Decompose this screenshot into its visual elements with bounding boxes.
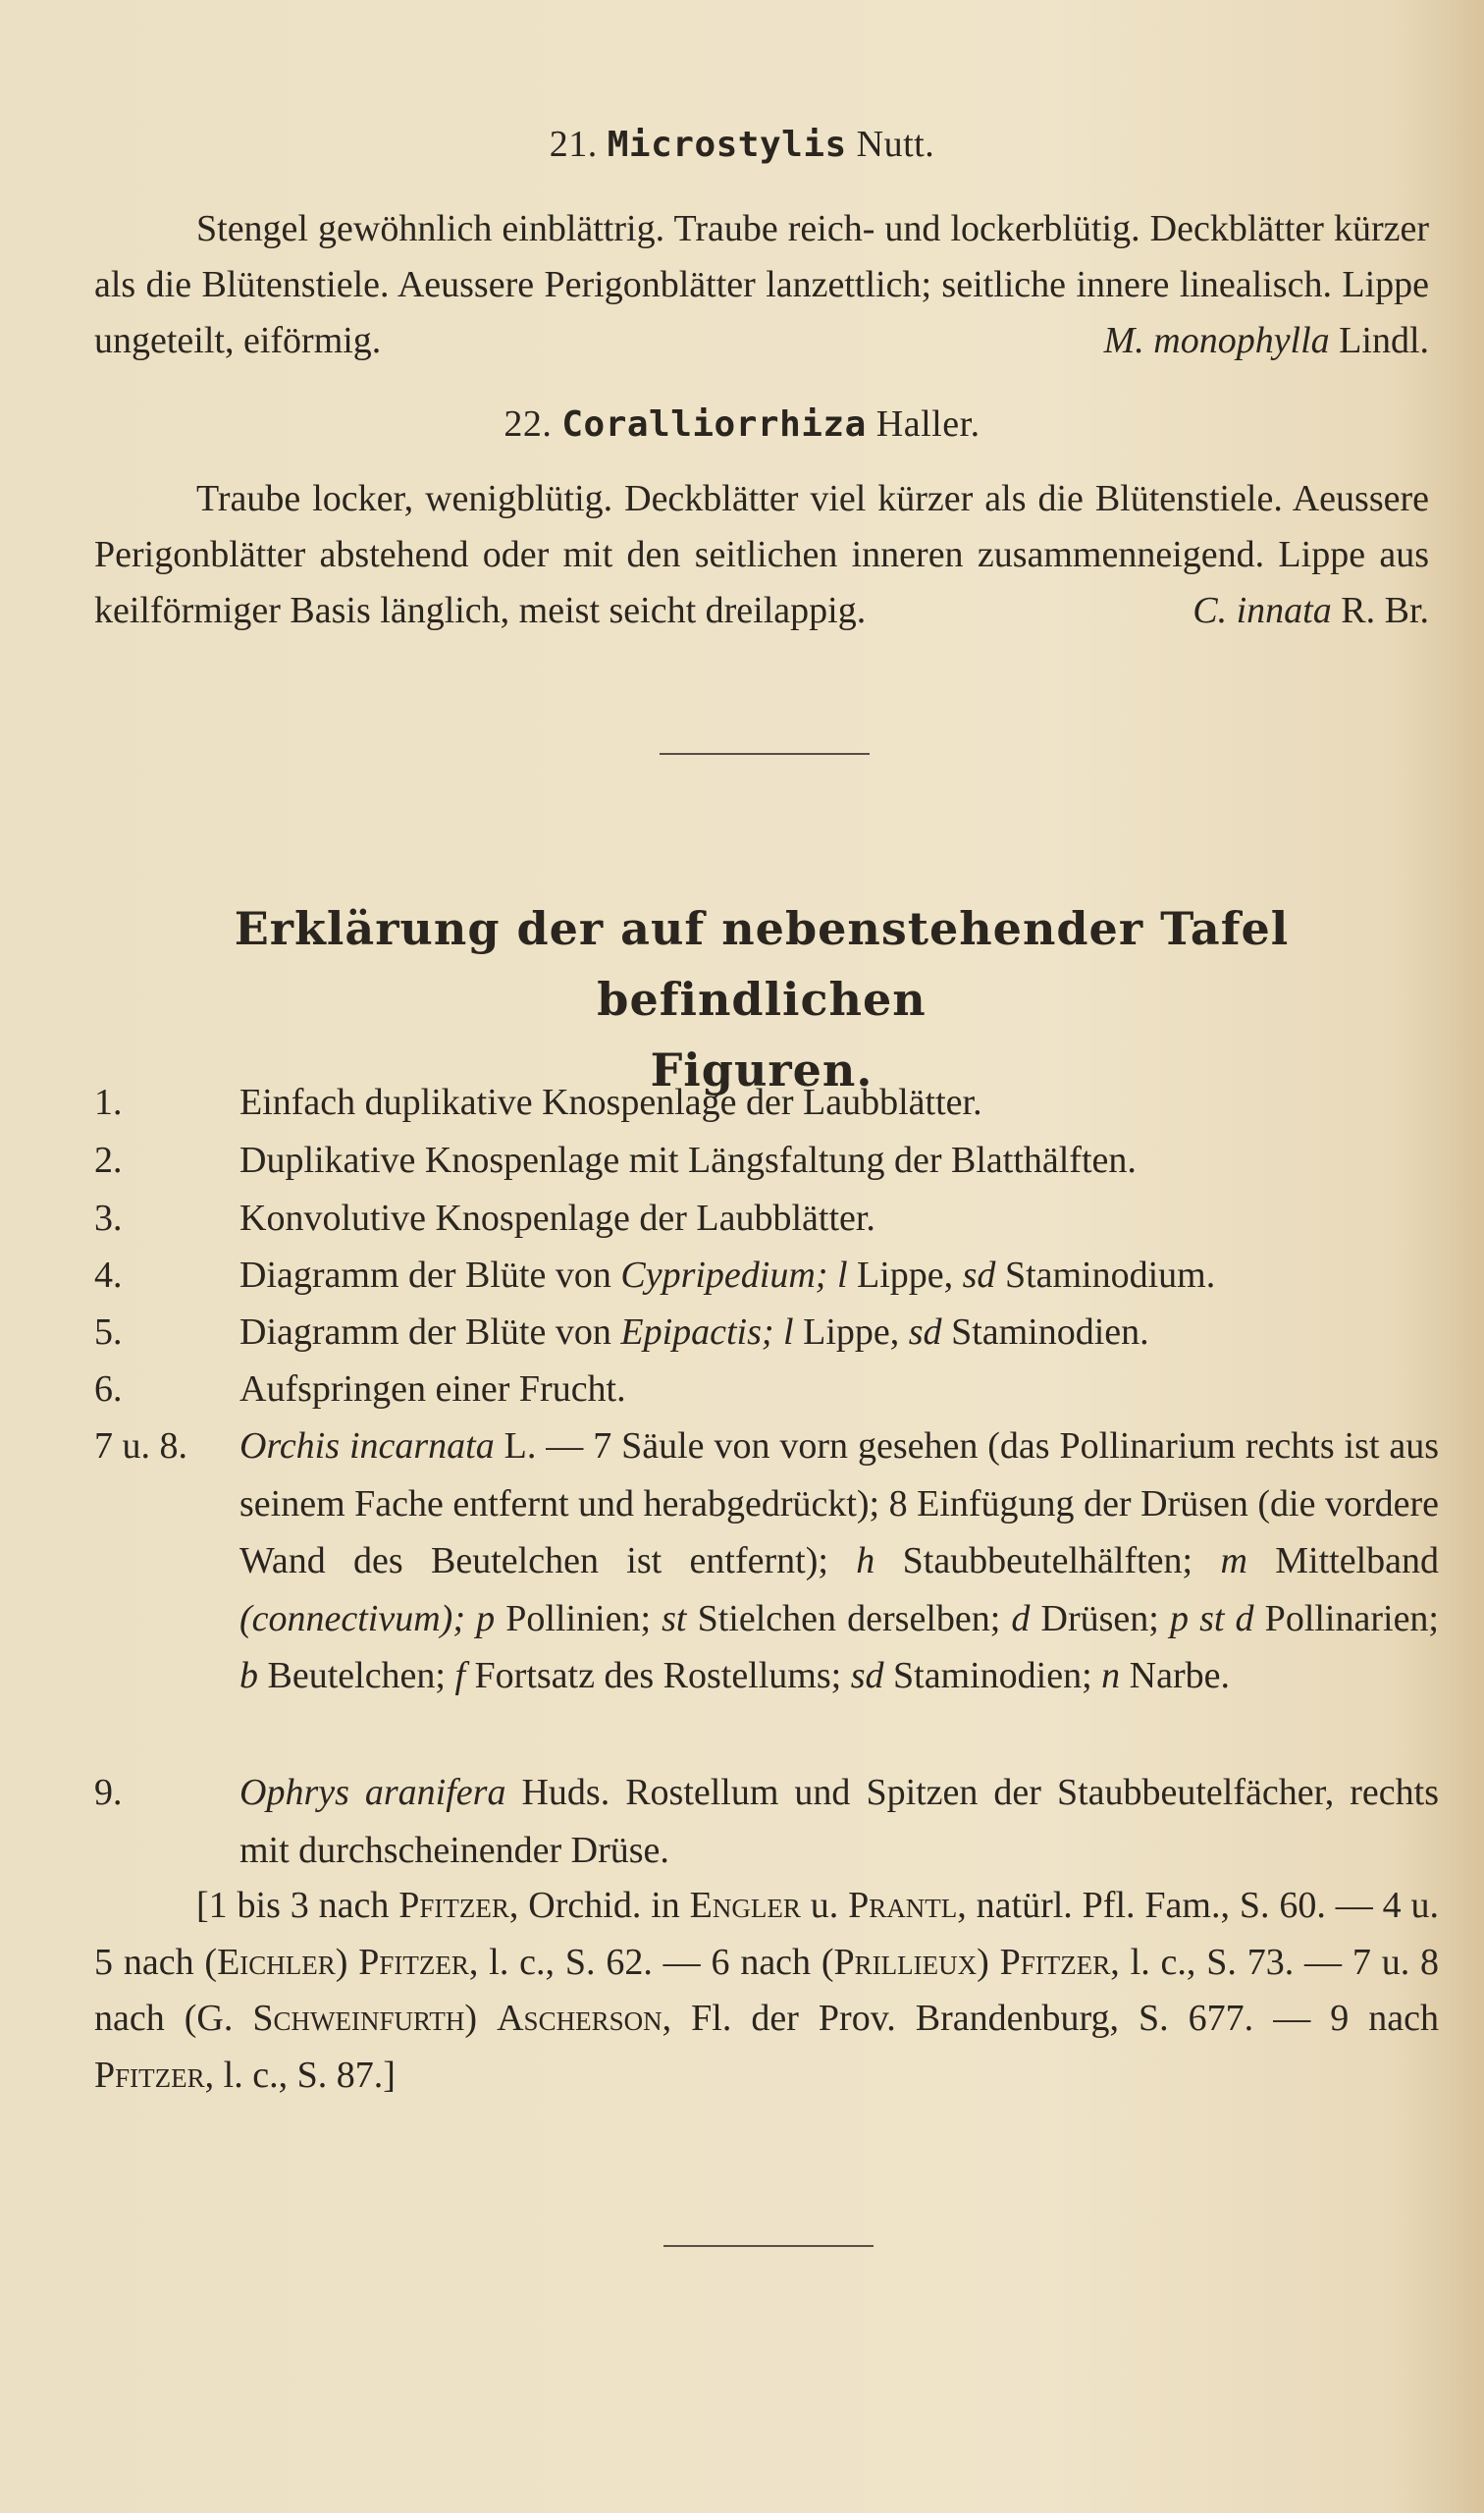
section-divider [660, 753, 870, 755]
figure-number: 4. [94, 1255, 123, 1296]
genus-21-heading [0, 123, 1484, 166]
figure-text [239, 1417, 1439, 1705]
ref-author: Pfitzer [398, 1885, 509, 1926]
genus-22-description [94, 471, 1429, 639]
figure-sources [94, 1878, 1439, 2104]
ref-text: u. [800, 1885, 849, 1926]
genus-22-species-name: C. innata [1192, 590, 1332, 631]
figure-symbol: f [454, 1655, 466, 1696]
figure-symbol: sd [908, 1311, 942, 1353]
ref-author: Eichler [217, 1941, 336, 1983]
ref-text: , Orchid. in [508, 1885, 690, 1926]
ref-text: , l. c., S. 73. — 7 u. 8 nach (G. [94, 1941, 1440, 2039]
figure-text [239, 1247, 1439, 1305]
figure-symbol: n [1101, 1655, 1121, 1696]
figure-text: Konvolutive Knospenlage der Laubblätter. [239, 1198, 875, 1239]
figure-number: 3. [94, 1198, 123, 1239]
ref-text: , l. c., S. 87.] [204, 2054, 396, 2096]
genus-22-name: Coralliorrhiza [561, 404, 867, 445]
figure-symbol: p st d [1169, 1597, 1254, 1639]
genus-22-heading [0, 402, 1484, 446]
ref-text: , l. c., S. 62. — 6 nach ( [468, 1941, 834, 1983]
figure-symbol: sd [962, 1255, 996, 1296]
figure-taxon: Ophrys aranifera [239, 1772, 506, 1813]
ref-text: ) [335, 1941, 359, 1983]
genus-21-author: Nutt. [856, 124, 935, 165]
ref-author: Pfitzer [358, 1941, 469, 1983]
figure-taxon: Epipactis; l [620, 1311, 794, 1353]
ref-author: Engler [689, 1885, 801, 1926]
ref-text: [1 bis 3 nach [196, 1885, 399, 1926]
genus-22-text: Traube locker, wenigblütig. Deckblätter viel kürzer als die Blütenstiele. Aeussere Perigonblätter abstehend oder mit den seitlichen inneren zusammenneigend. Lippe aus keilförmiger Basis länglich, meist seicht dreilappig. [94, 478, 1429, 631]
figure-symbol: sd [850, 1655, 884, 1696]
figure-text-part: Mittelband [1246, 1540, 1439, 1581]
figure-text-part: Huds. Rostellum und Spitzen der Staubbeutelfächer, rechts mit durchscheinender Drüse. [239, 1772, 1439, 1871]
figure-number: 9. [94, 1772, 123, 1813]
figure-symbol: (connectivum); p [239, 1597, 496, 1639]
figure-number: 7 u. 8. [94, 1425, 187, 1467]
genus-22-species [1192, 583, 1429, 639]
figure-text-part: L. — 7 Säule von vorn gesehen (das Pollinarium rechts ist aus seinem Fache entfernt und herabgedrückt); 8 Einfügung der Drüsen (die vordere Wand des Beutelchen ist entfernt); [239, 1425, 1440, 1581]
ref-author: Pfitzer [999, 1941, 1111, 1983]
ref-author: Ascherson [497, 1998, 662, 2039]
figure-text-part: Lippe, [847, 1255, 963, 1296]
figure-symbol: st [662, 1597, 687, 1639]
figure-number: 1. [94, 1082, 123, 1123]
figure-number: 6. [94, 1368, 123, 1410]
genus-21-name: Microstylis [607, 125, 847, 165]
figure-number: 2. [94, 1140, 123, 1181]
figure-text-part: Lippe, [793, 1311, 909, 1353]
genus-22-number: 22. [504, 403, 553, 445]
figure-text-part: Pollinarien; [1253, 1597, 1439, 1639]
figure-text: Einfach duplikative Knospenlage der Laubblätter. [239, 1082, 982, 1123]
genus-21-species-author: Lindl. [1339, 320, 1429, 361]
ref-author: Prillieux [833, 1941, 978, 1983]
figure-number: 5. [94, 1311, 123, 1353]
bottom-divider [663, 2245, 874, 2247]
ref-author: Pfitzer [94, 2054, 205, 2096]
figure-symbol: d [1011, 1597, 1031, 1639]
figure-taxon: Orchis incarnata [239, 1425, 495, 1467]
explanation-title-line1: Erklärung der auf nebenstehender Tafel befindlichen [234, 902, 1290, 1026]
figure-text [239, 1304, 1439, 1362]
figure-text-part: Diagramm der Blüte von [239, 1311, 621, 1353]
ref-author: Schweinfurth [252, 1998, 465, 2039]
genus-21-species [1104, 313, 1429, 369]
genus-21-description [94, 201, 1429, 369]
figure-text-part: Fortsatz des Rostellums; [465, 1655, 851, 1696]
figure-symbol: m [1220, 1540, 1247, 1581]
ref-author: Prantl [848, 1885, 958, 1926]
figure-text-part: Beutelchen; [258, 1655, 455, 1696]
figure-text [239, 1764, 1439, 1879]
explanation-title-line2: Figuren. [650, 1043, 874, 1096]
figure-text: Aufspringen einer Frucht. [239, 1368, 626, 1410]
figure-text-part: Diagramm der Blüte von [239, 1255, 621, 1296]
figure-text-part: Narbe. [1120, 1655, 1230, 1696]
ref-text: ) [977, 1941, 1000, 1983]
genus-21-text: Stengel gewöhnlich einblättrig. Traube reich- und lockerblütig. Deckblätter kürzer als die Blütenstiele. Aeussere Perigonblätter lanzettlich; seitliche innere linealisch. Lippe ungeteilt, eiförmig. [94, 208, 1429, 361]
figure-text-part: Staminodien; [883, 1655, 1102, 1696]
figure-taxon: Cypripedium; l [620, 1255, 848, 1296]
figure-text-part: Drüsen; [1030, 1597, 1170, 1639]
figure-text-part: Staminodien. [941, 1311, 1149, 1353]
ref-text: , natürl. Pfl. Fam., S. 60. — 4 u. 5 nach ( [94, 1885, 1440, 1983]
figure-text-part: Staminodium. [995, 1255, 1216, 1296]
figure-text-part: Stielchen derselben; [686, 1597, 1012, 1639]
genus-21-number: 21. [549, 124, 598, 165]
genus-21-species-name: M. monophylla [1103, 320, 1330, 361]
figure-symbol: b [239, 1655, 258, 1696]
genus-22-species-author: R. Br. [1341, 590, 1429, 631]
figure-text-part: Pollinien; [495, 1597, 662, 1639]
ref-text: ) [464, 1998, 498, 2039]
figure-text: Duplikative Knospenlage mit Längsfaltung der Blatthälften. [239, 1140, 1137, 1181]
genus-22-author: Haller. [875, 403, 980, 445]
figure-text-part: Staubbeutelhälften; [874, 1540, 1221, 1581]
figure-symbol: h [856, 1540, 875, 1581]
ref-text: , Fl. der Prov. Brandenburg, S. 677. — 9 nach [662, 1998, 1439, 2039]
